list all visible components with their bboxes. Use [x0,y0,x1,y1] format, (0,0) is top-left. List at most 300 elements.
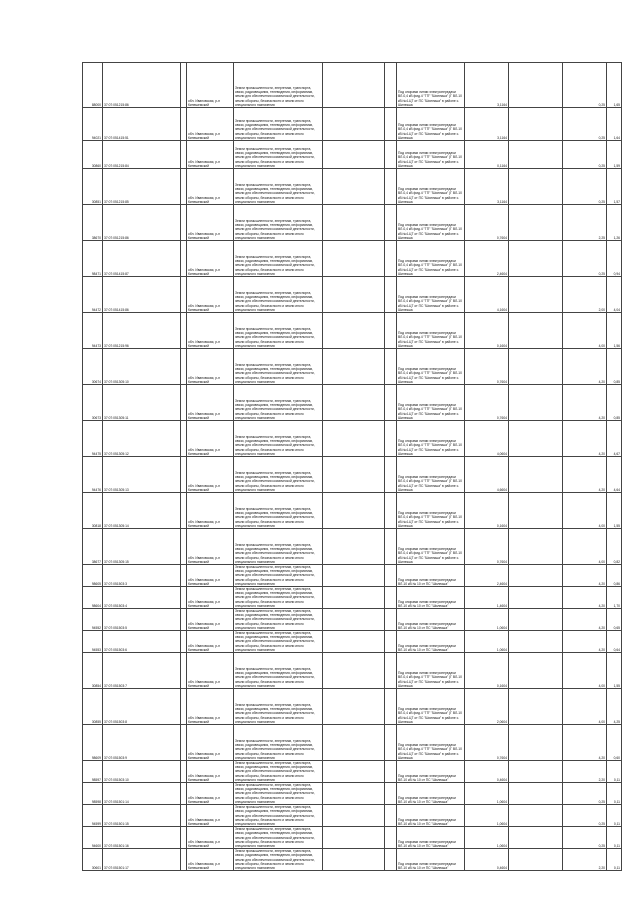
area-cell: 0,1604 [465,313,509,349]
rate-cell: 4,20 [563,349,607,385]
blank-cell [385,493,397,529]
area-cell: 1,0604 [465,783,509,805]
cadastral-number-cell: 37:07:051415:86 [103,277,181,313]
land-category-cell: Земли промышленности, энергетики, транспорта, связи, радиовещания, телевидения, информатики, земли для обеспечения космической деятельности, земли обороны, безопасности и земли иного специального назначения [234,349,323,385]
cadastral-number-cell: 37:07:051503:8 [103,689,181,725]
rate-cell: 4,00 [563,493,607,529]
parcel-id-cell: 94021 [83,108,103,141]
permitted-use-cell: Под опорами линии электропередачи ВЛ-10 кВ № 10 от ПС "Шилекша" [397,587,465,609]
blank-cell [385,277,397,313]
address-cell: обл. Ивановская, р-н Кинешемский [187,587,234,609]
parcel-id-cell: 30854 [83,653,103,689]
blank-cell [385,761,397,783]
value-cell: 1,55 [607,653,622,689]
cadastral-number-cell: 37:07:051215:96 [103,313,181,349]
rate-cell: 4,00 [563,529,607,565]
parcel-id-cell: 94553 [83,631,103,653]
land-category-cell: Земли промышленности, энергетики, транспорта, связи, радиовещания, телевидения, информатики, земли для обеспечения космической деятельности, земли обороны, безопасности и земли иного специального назначения [234,587,323,609]
parcel-id-cell: 98471 [83,241,103,277]
blank-cell [323,457,385,493]
blank-cell [509,385,563,421]
address-cell: обл. Ивановская, р-н Кинешемский [187,169,234,205]
blank-cell [509,587,563,609]
rate-cell: 4,00 [563,653,607,689]
land-category-cell: Земли промышленности, энергетики, транспорта, связи, радиовещания, телевидения, информатики, земли для обеспечения космической деятельности, земли обороны, безопасности и земли иного специального назначения [234,805,323,827]
table-row [83,725,622,761]
address-cell: обл. Ивановская, р-н Кинешемский [187,241,234,277]
cadastral-number-cell: 37:07:051501:16 [103,827,181,849]
blank-cell [323,653,385,689]
cadastral-number-cell: 37:07:051503:10 [103,761,181,783]
table-row [83,241,622,277]
blank-cell [385,653,397,689]
parcel-id-cell: 94600 [83,827,103,849]
table-row [83,108,622,141]
blank-cell [323,805,385,827]
blank-cell [385,725,397,761]
blank-cell [323,609,385,631]
rate-cell: 0,25 [563,108,607,141]
area-cell: 1,0604 [465,631,509,653]
cadastral-number-cell: 37:07:051503:7 [103,653,181,689]
land-category-cell: Земли промышленности, энергетики, транспорта, связи, радиовещания, телевидения, информатики, земли для обеспечения космической деятельности, земли обороны, безопасности и земли иного специального назначения [234,565,323,587]
blank-cell [509,349,563,385]
blank-cell [385,205,397,241]
rate-cell: 4,20 [563,457,607,493]
permitted-use-cell: Под опорами линии электропередачи ВЛ-0,4 кВ фид.4 "ТП" "Шилекша" (Г ВЛ-10 кВ №4-ЦТ от ПС "Шилекша" в районе с. Шилекша [397,169,465,205]
area-cell: 1,0604 [465,609,509,631]
address-cell: обл. Ивановская, р-н Кинешемский [187,421,234,457]
table-row [83,565,622,587]
blank-cell [385,108,397,141]
table-row [83,385,622,421]
area-cell: 1,0604 [465,827,509,849]
table-row [83,63,622,108]
address-cell: обл. Ивановская, р-н Кинешемский [187,827,234,849]
blank-cell [323,385,385,421]
table-row [83,529,622,565]
value-cell: 1,55 [607,493,622,529]
parcel-id-cell: 94599 [83,805,103,827]
address-cell: обл. Ивановская, р-н Кинешемский [187,805,234,827]
cadastral-number-cell: 37:07:051305:14 [103,493,181,529]
blank-cell [323,587,385,609]
table-row [83,805,622,827]
land-category-cell: Земли промышленности, энергетики, транспорта, связи, радиовещания, телевидения, информатики, земли для обеспечения космической деятельности, земли обороны, безопасности и земли иного специального назначения [234,385,323,421]
value-cell: 4,67 [607,421,622,457]
land-category-cell: Земли промышленности, энергетики, транспорта, связи, радиовещания, телевидения, информатики, земли для обеспечения космической деятельности, земли обороны, безопасности и земли иного специального назначения [234,63,323,108]
value-cell: 4,25 [607,689,622,725]
rate-cell: 2,25 [563,205,607,241]
blank-cell [385,805,397,827]
address-cell: обл. Ивановская, р-н Кинешемский [187,205,234,241]
land-category-cell: Земли промышленности, энергетики, транспорта, связи, радиовещания, телевидения, информатики, земли для обеспечения космической деятельности, земли обороны, безопасности и земли иного специального назначения [234,108,323,141]
rate-cell: 4,20 [563,421,607,457]
parcel-id-cell: 30674 [83,349,103,385]
area-cell: 0,7604 [465,205,509,241]
area-cell: 0,7604 [465,725,509,761]
cadastral-number-cell: 37:07:051415:51 [103,108,181,141]
blank-cell [509,565,563,587]
blank-cell [509,141,563,169]
address-cell: обл. Ивановская, р-н Кинешемский [187,529,234,565]
blank-cell [323,565,385,587]
value-cell: 0,11 [607,783,622,805]
blank-cell [509,761,563,783]
land-category-cell: Земли промышленности, энергетики, транспорта, связи, радиовещания, телевидения, информатики, земли для обеспечения космической деятельности, земли обороны, безопасности и земли иного специального назначения [234,241,323,277]
land-category-cell: Земли промышленности, энергетики, транспорта, связи, радиовещания, телевидения, информатики, земли для обеспечения космической деятельности, земли обороны, безопасности и земли иного специального назначения [234,689,323,725]
cadastral-number-cell: 37:07:051215:84 [103,141,181,169]
rate-cell: 0,25 [563,805,607,827]
cadastral-number-cell: 37:07:051305:10 [103,349,181,385]
blank-cell [323,205,385,241]
cadastral-number-cell: 37:07:051305:11 [103,385,181,421]
cadastral-number-cell: 37:07:051503:5 [103,609,181,631]
blank-cell [509,169,563,205]
land-category-cell: Земли промышленности, энергетики, транспорта, связи, радиовещания, телевидения, информатики, земли для обеспечения космической деятельности, земли обороны, безопасности и земли иного специального назначения [234,205,323,241]
rate-cell: 2,20 [563,761,607,783]
cadastral-number-cell: 37:07:051501:17 [103,849,181,871]
parcel-id-cell: 30855 [83,689,103,725]
rate-cell: 0,25 [563,783,607,805]
value-cell: 0,64 [607,631,622,653]
blank-cell [323,725,385,761]
table-row [83,421,622,457]
blank-cell [385,385,397,421]
table-row [83,457,622,493]
land-category-cell: Земли промышленности, энергетики, транспорта, связи, радиовещания, телевидения, информатики, земли для обеспечения космической деятельности, земли обороны, безопасности и земли иного специального назначения [234,529,323,565]
cadastral-number-cell: 37:07:051415:87 [103,241,181,277]
value-cell: 4,64 [607,457,622,493]
blank-cell [385,631,397,653]
parcel-id-cell: 94475 [83,421,103,457]
blank-cell [509,631,563,653]
parcel-id-cell: 30860 [83,141,103,169]
land-category-cell: Земли промышленности, энергетики, транспорта, связи, радиовещания, телевидения, информатики, земли для обеспечения космической деятельности, земли обороны, безопасности и земли иного специального назначения [234,141,323,169]
blank-cell [385,421,397,457]
address-cell: обл. Ивановская, р-н Кинешемский [187,653,234,689]
cadastral-number-cell: 37:07:051503:6 [103,631,181,653]
blank-cell [323,631,385,653]
table-row [83,587,622,609]
parcel-id-cell: 88000 [83,63,103,108]
blank-cell [323,761,385,783]
parcel-id-cell: 94472 [83,277,103,313]
area-cell: 2,0604 [465,689,509,725]
address-cell: обл. Ивановская, р-н Кинешемский [187,609,234,631]
permitted-use-cell: Под опорами линии электропередачи ВЛ-10 кВ № 10 от ПС "Шилекша" [397,761,465,783]
blank-cell [323,689,385,725]
permitted-use-cell: Под опорами линии электропередачи ВЛ-10 кВ № 10 от ПС "Шилекша" [397,783,465,805]
address-cell: обл. Ивановская, р-н Кинешемский [187,631,234,653]
blank-cell [385,565,397,587]
cadastral-number-cell: 37:07:051501:15 [103,805,181,827]
blank-cell [385,689,397,725]
value-cell: 0,94 [607,241,622,277]
parcel-id-cell: 30673 [83,385,103,421]
parcel-id-cell: 38670 [83,205,103,241]
rate-cell: 4,20 [563,587,607,609]
land-category-cell: Земли промышленности, энергетики, транспорта, связи, радиовещания, телевидения, информатики, земли для обеспечения космической деятельности, земли обороны, безопасности и земли иного специального назначения [234,169,323,205]
blank-cell [385,609,397,631]
blank-cell [385,827,397,849]
table-row [83,493,622,529]
permitted-use-cell: Под опорами линии электропередачи ВЛ-0,4 кВ фид.4 "ТП" "Шилекша" (Г ВЛ-10 кВ №4-ЦТ от ПС "Шилекша" в районе с. Шилекша [397,241,465,277]
address-cell: обл. Ивановская, р-н Кинешемский [187,493,234,529]
permitted-use-cell: Под опорами линии электропередачи ВЛ-0,4 кВ фид.4 "ТП" "Шилекша" (Г ВЛ-10 кВ №4-ЦТ от ПС "Шилекша" в районе с. Шилекша [397,313,465,349]
rate-cell: 2,00 [563,277,607,313]
table-row [83,609,622,631]
blank-cell [323,529,385,565]
blank-cell [323,241,385,277]
permitted-use-cell: Под опорами линии электропередачи ВЛ-0,4 кВ фид.4 "ТП" "Шилекша" (Г ВЛ-10 кВ №4-ЦТ от ПС "Шилекша" в районе с. Шилекша [397,725,465,761]
blank-cell [509,827,563,849]
address-cell: обл. Ивановская, р-н Кинешемский [187,313,234,349]
value-cell: 1,70 [607,587,622,609]
blank-cell [385,587,397,609]
blank-cell [323,493,385,529]
blank-cell [323,63,385,108]
blank-cell [509,421,563,457]
permitted-use-cell: Под опорами линии электропередачи ВЛ-0,4 кВ фид.4 "ТП" "Шилекша" (Г ВЛ-10 кВ №4-ЦТ от ПС "Шилекша" в районе с. Шилекша [397,63,465,108]
blank-cell [323,169,385,205]
value-cell: 0,85 [607,385,622,421]
land-category-cell: Земли промышленности, энергетики, транспорта, связи, радиовещания, телевидения, информатики, земли для обеспечения космической деятельности, земли обороны, безопасности и земли иного специального назначения [234,725,323,761]
blank-cell [509,725,563,761]
parcel-id-cell: 30851 [83,169,103,205]
blank-cell [509,689,563,725]
blank-cell [323,313,385,349]
permitted-use-cell: Под опорами линии электропередачи ВЛ-0,4 кВ фид.4 "ТП" "Шилекша" (Г ВЛ-10 кВ №4-ЦТ от ПС "Шилекша" в районе с. Шилекша [397,493,465,529]
area-cell: 3,1164 [465,63,509,108]
address-cell: обл. Ивановская, р-н Кинешемский [187,141,234,169]
parcel-id-cell: 98604 [83,587,103,609]
table-row [83,849,622,871]
blank-cell [509,241,563,277]
land-category-cell: Земли промышленности, энергетики, транспорта, связи, радиовещания, телевидения, информатики, земли для обеспечения космической деятельности, земли обороны, безопасности и земли иного специального назначения [234,609,323,631]
permitted-use-cell: Под опорами линии электропередачи ВЛ-10 кВ № 10 от ПС "Шилекша" [397,609,465,631]
address-cell: обл. Ивановская, р-н Кинешемский [187,277,234,313]
permitted-use-cell: Под опорами линии электропередачи ВЛ-10 кВ № 10 от ПС "Шилекша" [397,805,465,827]
blank-cell [509,493,563,529]
rate-cell: 4,00 [563,313,607,349]
area-cell: 2,4604 [465,241,509,277]
blank-cell [509,849,563,871]
land-category-cell: Земли промышленности, энергетики, транспорта, связи, радиовещания, телевидения, информатики, земли для обеспечения космической деятельности, земли обороны, безопасности и земли иного специального назначения [234,457,323,493]
parcel-id-cell: 98609 [83,725,103,761]
rate-cell: 4,20 [563,631,607,653]
cadastral-number-cell: 37:07:051305:12 [103,421,181,457]
parcel-id-cell: 98597 [83,761,103,783]
blank-cell [323,349,385,385]
permitted-use-cell: Под опорами линии электропередачи ВЛ-0,4 кВ фид.4 "ТП" "Шилекша" (Г ВЛ-10 кВ №4-ЦТ от ПС "Шилекша" в районе с. Шилекша [397,653,465,689]
blank-cell [509,609,563,631]
blank-cell [509,783,563,805]
parcel-id-cell: 98598 [83,783,103,805]
rate-cell: 0,25 [563,63,607,108]
address-cell: обл. Ивановская, р-н Кинешемский [187,783,234,805]
cadastral-number-cell: 37:07:051305:15 [103,529,181,565]
value-cell: 1,57 [607,169,622,205]
address-cell: обл. Ивановская, р-н Кинешемский [187,689,234,725]
table-row [83,827,622,849]
parcel-id-cell: 30601 [83,849,103,871]
parcel-id-cell: 94552 [83,609,103,631]
blank-cell [323,277,385,313]
permitted-use-cell: Под опорами линии электропередачи ВЛ-0,4 кВ фид.4 "ТП" "Шилекша" (Г ВЛ-10 кВ №4-ЦТ от ПС "Шилекша" в районе с. Шилекша [397,421,465,457]
value-cell: 0,85 [607,349,622,385]
value-cell: 0,82 [607,529,622,565]
value-cell: 0,11 [607,761,622,783]
permitted-use-cell: Под опорами линии электропередачи ВЛ-0,4 кВ фид.4 "ТП" "Шилекша" (Г ВЛ-10 кВ №4-ЦТ от ПС "Шилекша" в районе с. Шилекша [397,349,465,385]
table-row [83,761,622,783]
blank-cell [385,63,397,108]
blank-cell [323,108,385,141]
permitted-use-cell: Под опорами линии электропередачи ВЛ-10 кВ № 10 от ПС "Шилекша" [397,849,465,871]
address-cell: обл. Ивановская, р-н Кинешемский [187,565,234,587]
blank-cell [509,805,563,827]
value-cell: 4,04 [607,277,622,313]
blank-cell [385,457,397,493]
area-cell: 4,0604 [465,421,509,457]
area-cell: 0,4604 [465,849,509,871]
blank-cell [509,205,563,241]
address-cell: обл. Ивановская, р-н Кинешемский [187,63,234,108]
rate-cell: 0,25 [563,141,607,169]
cadastral-number-cell: 37:07:051305:13 [103,457,181,493]
area-cell: 0,7604 [465,385,509,421]
cadastral-number-cell: 37:07:051503:3 [103,565,181,587]
value-cell: 0,86 [607,565,622,587]
land-category-cell: Земли промышленности, энергетики, транспорта, связи, радиовещания, телевидения, информатики, земли для обеспечения космической деятельности, земли обороны, безопасности и земли иного специального назначения [234,631,323,653]
area-cell: 2,4604 [465,565,509,587]
blank-cell [509,108,563,141]
rate-cell: 4,20 [563,565,607,587]
blank-cell [509,277,563,313]
blank-cell [323,783,385,805]
cadastral-number-cell: 37:07:051503:9 [103,725,181,761]
land-category-cell: Земли промышленности, энергетики, транспорта, связи, радиовещания, телевидения, информатики, земли для обеспечения космической деятельности, земли обороны, безопасности и земли иного специального назначения [234,761,323,783]
blank-cell [385,349,397,385]
value-cell: 1,59 [607,141,622,169]
parcel-id-cell: 30818 [83,493,103,529]
area-cell: 4,1604 [465,277,509,313]
blank-cell [385,313,397,349]
value-cell: 0,11 [607,827,622,849]
permitted-use-cell: Под опорами линии электропередачи ВЛ-10 кВ № 10 от ПС "Шилекша" [397,631,465,653]
land-category-cell: Земли промышленности, энергетики, транспорта, связи, радиовещания, телевидения, информатики, земли для обеспечения космической деятельности, земли обороны, безопасности и земли иного специального назначения [234,277,323,313]
area-cell: 0,1604 [465,653,509,689]
address-cell: обл. Ивановская, р-н Кинешемский [187,108,234,141]
blank-cell [323,849,385,871]
table-row [83,277,622,313]
blank-cell [385,849,397,871]
land-parcel-table [82,62,622,871]
cadastral-number-cell: 37:07:051503:4 [103,587,181,609]
blank-cell [509,457,563,493]
table-row [83,313,622,349]
area-cell: 3,1164 [465,169,509,205]
blank-cell [323,141,385,169]
area-cell: 1,0604 [465,805,509,827]
parcel-id-cell: 38677 [83,529,103,565]
value-cell: 0,11 [607,849,622,871]
permitted-use-cell: Под опорами линии электропередачи ВЛ-0,4 кВ фид.4 "ТП" "Шилекша" (Г ВЛ-10 кВ №4-ЦТ от ПС "Шилекша" в районе с. Шилекша [397,108,465,141]
cadastral-number-cell: 37:07:051215:85 [103,169,181,205]
value-cell: 1,65 [607,63,622,108]
address-cell: обл. Ивановская, р-н Кинешемский [187,849,234,871]
table-row [83,631,622,653]
cadastral-number-cell: 37:07:051215:86 [103,205,181,241]
table-row [83,783,622,805]
parcel-id-cell: 98605 [83,565,103,587]
permitted-use-cell: Под опорами линии электропередачи ВЛ-10 кВ № 10 от ПС "Шилекша" [397,827,465,849]
blank-cell [385,141,397,169]
value-cell: 1,64 [607,108,622,141]
cadastral-number-cell: 37:07:051501:14 [103,783,181,805]
blank-cell [323,421,385,457]
parcel-id-cell: 94476 [83,457,103,493]
land-category-cell: Земли промышленности, энергетики, транспорта, связи, радиовещания, телевидения, информатики, земли для обеспечения космической деятельности, земли обороны, безопасности и земли иного специального назначения [234,827,323,849]
value-cell: 1,26 [607,205,622,241]
area-cell: 0,4604 [465,761,509,783]
table-row [83,349,622,385]
blank-cell [509,653,563,689]
permitted-use-cell: Под опорами линии электропередачи ВЛ-0,4 кВ фид.4 "ТП" "Шилекша" (Г ВЛ-10 кВ №4-ЦТ от ПС "Шилекша" в районе с. Шилекша [397,689,465,725]
address-cell: обл. Ивановская, р-н Кинешемский [187,349,234,385]
rate-cell: 4,20 [563,385,607,421]
rate-cell: 0,25 [563,169,607,205]
blank-cell [509,529,563,565]
cadastral-number-cell: 37:07:051215:86 [103,63,181,108]
land-category-cell: Земли промышленности, энергетики, транспорта, связи, радиовещания, телевидения, информатики, земли для обеспечения космической деятельности, земли обороны, безопасности и земли иного специального назначения [234,783,323,805]
blank-cell [509,313,563,349]
blank-cell [323,827,385,849]
rate-cell: 0,25 [563,241,607,277]
table-row [83,205,622,241]
rate-cell: 4,20 [563,725,607,761]
area-cell: 1,4604 [465,587,509,609]
land-category-cell: Земли промышленности, энергетики, транспорта, связи, радиовещания, телевидения, информатики, земли для обеспечения космической деятельности, земли обороны, безопасности и земли иного специального назначения [234,849,323,871]
address-cell: обл. Ивановская, р-н Кинешемский [187,725,234,761]
value-cell: 0,11 [607,805,622,827]
table-body [83,63,622,871]
blank-cell [509,63,563,108]
rate-cell: 4,20 [563,609,607,631]
address-cell: обл. Ивановская, р-н Кинешемский [187,761,234,783]
rate-cell: 0,25 [563,827,607,849]
blank-cell [385,529,397,565]
permitted-use-cell: Под опорами линии электропередачи ВЛ-10 кВ № 10 от ПС "Шилекша" [397,565,465,587]
table-row [83,141,622,169]
address-cell: обл. Ивановская, р-н Кинешемский [187,385,234,421]
permitted-use-cell: Под опорами линии электропередачи ВЛ-0,4 кВ фид.4 "ТП" "Шилекша" (Г ВЛ-10 кВ №4-ЦТ от ПС "Шилекша" в районе с. Шилекша [397,529,465,565]
value-cell: 1,56 [607,313,622,349]
value-cell: 0,65 [607,609,622,631]
land-category-cell: Земли промышленности, энергетики, транспорта, связи, радиовещания, телевидения, информатики, земли для обеспечения космической деятельности, земли обороны, безопасности и земли иного специального назначения [234,493,323,529]
area-cell: 0,7604 [465,529,509,565]
area-cell: 0,1604 [465,493,509,529]
permitted-use-cell: Под опорами линии электропередачи ВЛ-0,4 кВ фид.4 "ТП" "Шилекша" (Г ВЛ-10 кВ №4-ЦТ от ПС "Шилекша" в районе с. Шилекша [397,457,465,493]
permitted-use-cell: Под опорами линии электропередачи ВЛ-0,4 кВ фид.4 "ТП" "Шилекша" (Г ВЛ-10 кВ №4-ЦТ от ПС "Шилекша" в районе с. Шилекша [397,385,465,421]
rate-cell: 2,20 [563,849,607,871]
parcel-id-cell: 94473 [83,313,103,349]
permitted-use-cell: Под опорами линии электропередачи ВЛ-0,4 кВ фид.4 "ТП" "Шилекша" (Г ВЛ-10 кВ №4-ЦТ от ПС "Шилекша" в районе с. Шилекша [397,205,465,241]
address-cell: обл. Ивановская, р-н Кинешемский [187,457,234,493]
blank-cell [385,241,397,277]
table-row [83,169,622,205]
blank-cell [385,783,397,805]
